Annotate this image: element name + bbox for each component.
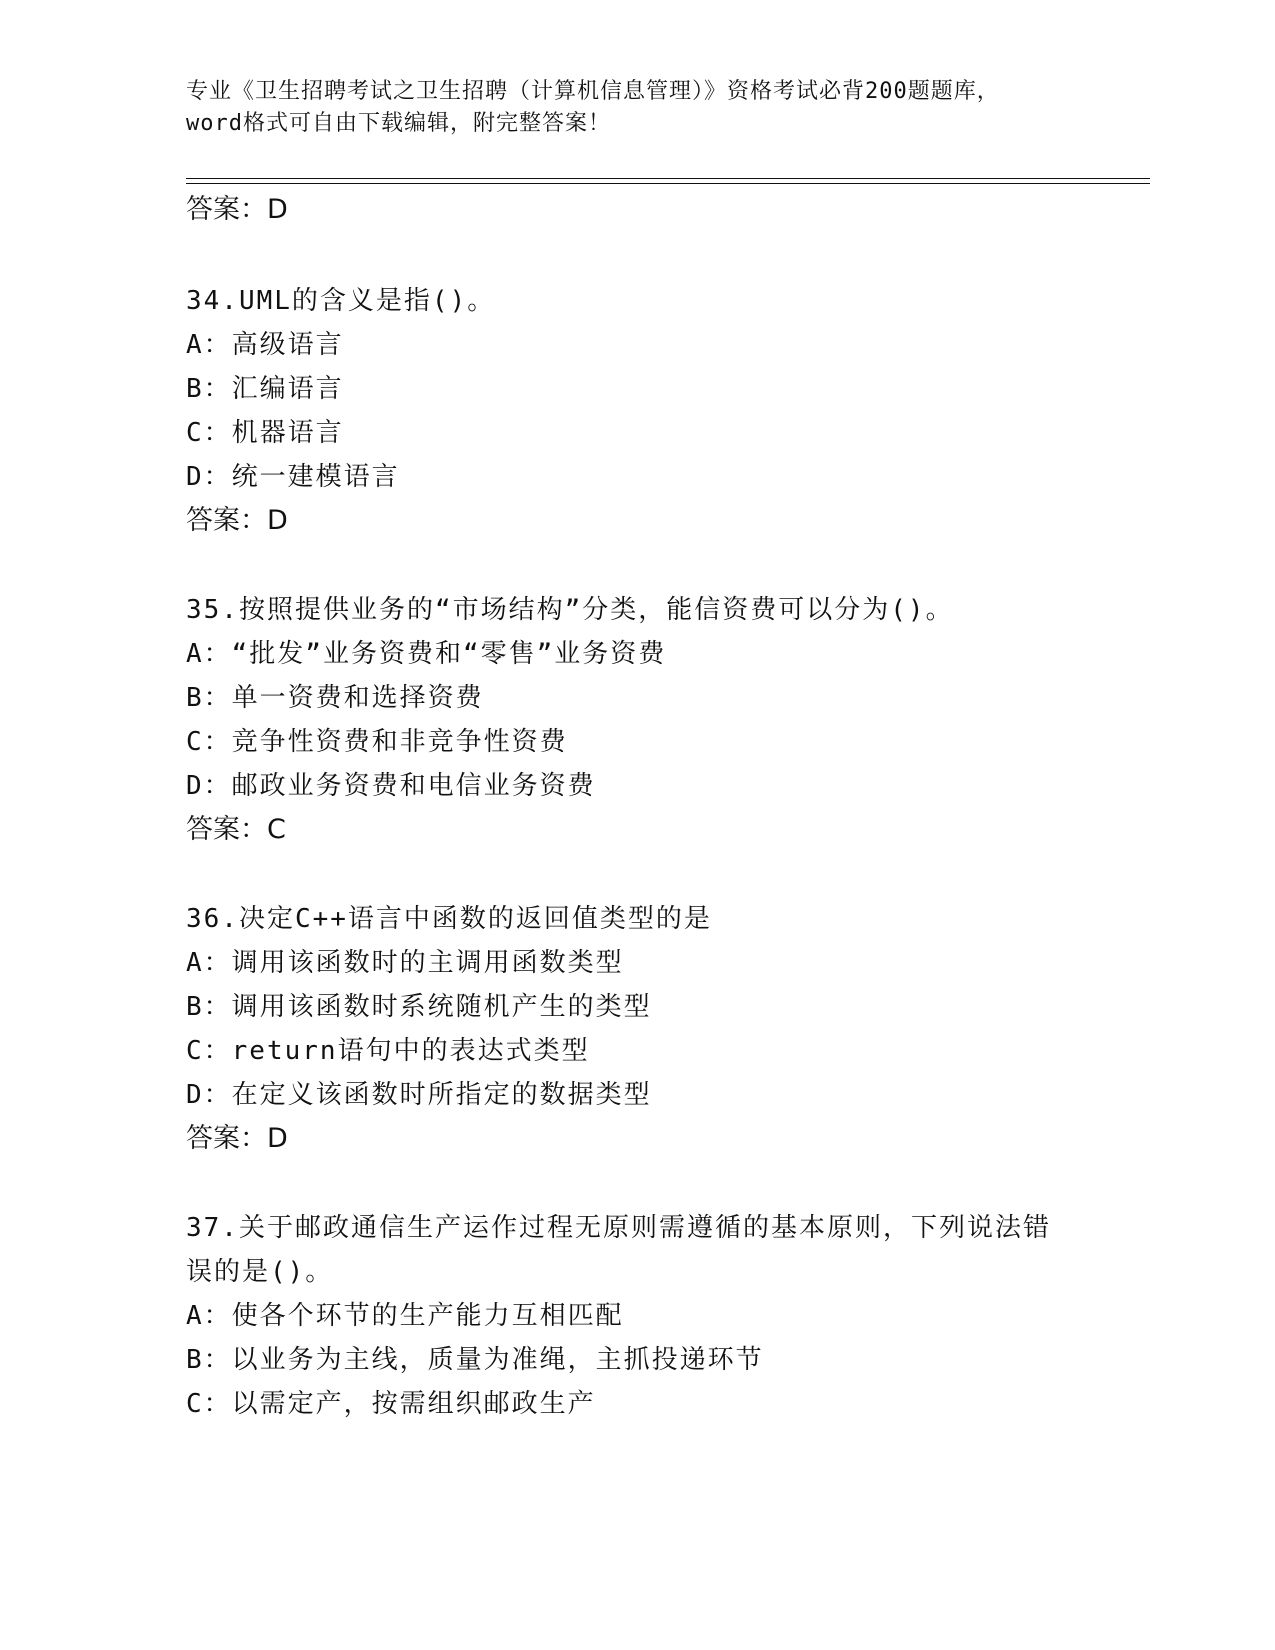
header-line-1: 专业《卫生招聘考试之卫生招聘（计算机信息管理）》资格考试必背200题题库， [186,79,1000,104]
question-34-stem: 34.UML的含义是指()。 [186,286,496,316]
header-rule-bottom [186,183,1150,184]
question-37-option-b: B：以业务为主线，质量为准绳，主抓投递环节 [186,1345,764,1375]
question-34-option-c: C：机器语言 [186,418,344,448]
answer-q33: 答案：D [186,194,288,225]
question-34-option-d: D：统一建模语言 [186,462,400,492]
question-36-option-a: A：调用该函数时的主调用函数类型 [186,948,624,978]
question-36-option-c: C：return语句中的表达式类型 [186,1036,590,1066]
answer-q35: 答案：C [186,814,286,845]
question-35-option-d: D：邮政业务资费和电信业务资费 [186,771,596,801]
question-37-option-a: A：使各个环节的生产能力互相匹配 [186,1301,624,1331]
question-37-stem-line-2: 误的是()。 [186,1257,334,1287]
question-35-stem: 35.按照提供业务的“市场结构”分类，能信资费可以分为()。 [186,595,954,625]
question-35-option-c: C：竞争性资费和非竞争性资费 [186,727,568,757]
question-35-option-b: B：单一资费和选择资费 [186,683,484,713]
question-36-stem: 36.决定C++语言中函数的返回值类型的是 [186,904,712,934]
header-rule-top [186,178,1150,179]
answer-q34: 答案：D [186,505,288,536]
header-line-2: word格式可自由下载编辑，附完整答案！ [186,111,611,136]
question-34-option-a: A：高级语言 [186,330,344,360]
question-36-option-b: B：调用该函数时系统随机产生的类型 [186,992,652,1022]
question-36-option-d: D：在定义该函数时所指定的数据类型 [186,1080,652,1110]
question-37-stem-line-1: 37.关于邮政通信生产运作过程无原则需遵循的基本原则，下列说法错 [186,1213,1051,1243]
answer-q36: 答案：D [186,1123,288,1154]
question-34-option-b: B：汇编语言 [186,374,344,404]
question-35-option-a: A：“批发”业务资费和“零售”业务资费 [186,639,667,669]
document-header [186,76,1086,140]
question-37-option-c: C：以需定产，按需组织邮政生产 [186,1389,596,1419]
